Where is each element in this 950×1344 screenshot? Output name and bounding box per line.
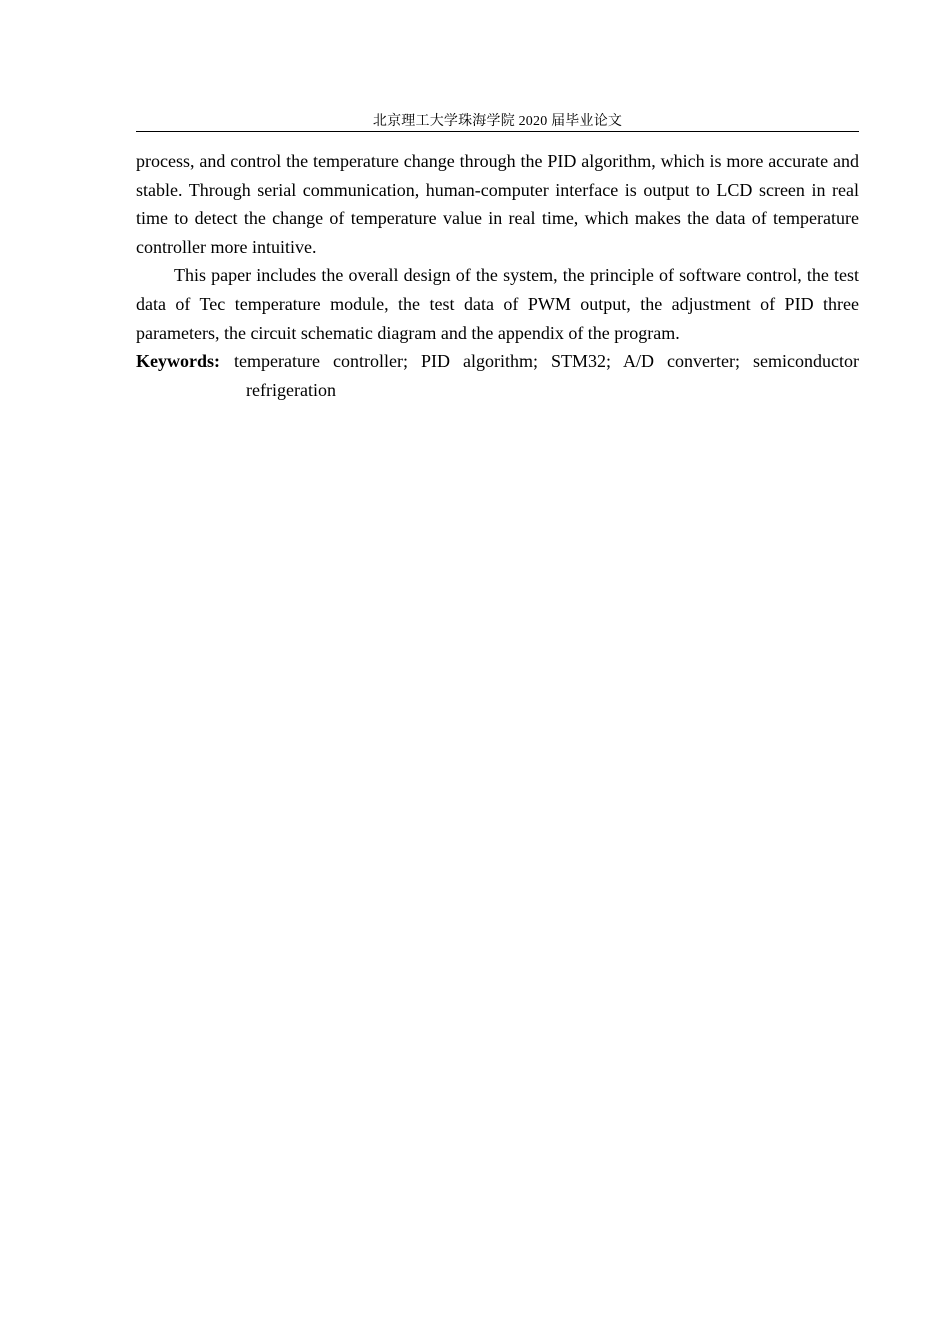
header-rule (136, 131, 859, 132)
abstract-paragraph: This paper includes the overall design of the system, the principle of software control, the test data of Tec temperature module, the test data of PWM output, the adjustment of PID three parameters, the circuit schematic diagram and the appendix of the program. (136, 265, 859, 343)
keywords-line (136, 347, 859, 404)
running-header: 北京理工大学珠海学院 2020 届毕业论文 (372, 114, 623, 129)
abstract-paragraph-continued: process, and control the temperature change through the PID algorithm, which is more accurate and stable. Through serial communication, human-computer interface is output to LCD screen in real time to detect the change of temperature value in real time, which makes the data of temperature controller more intuitive. (136, 151, 859, 257)
abstract-body (136, 147, 859, 404)
keywords-label: Keywords: (136, 351, 220, 372)
keywords-values: temperature controller; PID algorithm; STM32; A/D converter; semiconductor refrigeration (234, 351, 859, 400)
